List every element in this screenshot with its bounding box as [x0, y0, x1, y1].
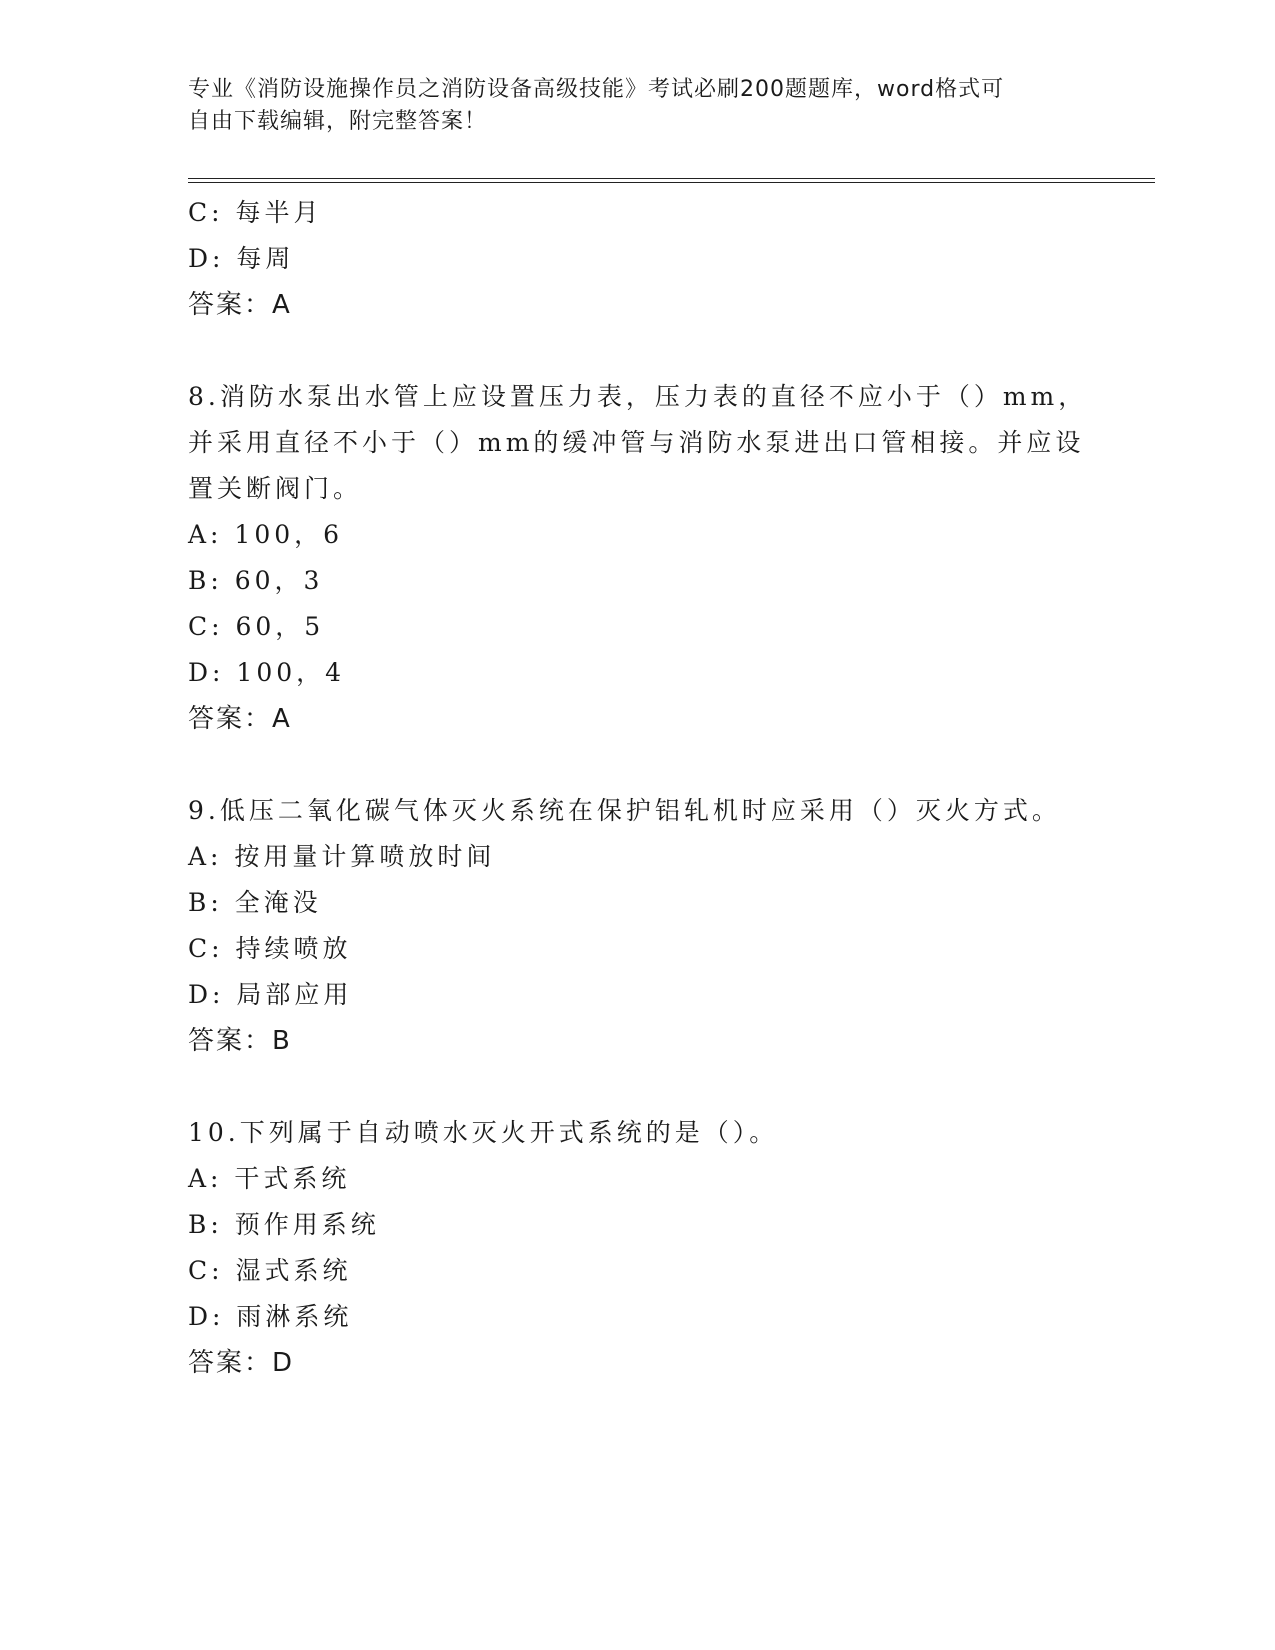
question-10 — [188, 1110, 1088, 1386]
header-line-2: 自由下载编辑，附完整答案！ — [188, 109, 488, 134]
option-c: C: 湿式系统 — [188, 1256, 352, 1285]
answer-line: 答案：B — [188, 1026, 292, 1056]
option-a: A: 按用量计算喷放时间 — [188, 842, 496, 871]
header-line-1: 专业《消防设施操作员之消防设备高级技能》考试必刷200题题库，word格式可 — [188, 77, 1005, 102]
option-d: D: 100，4 — [188, 658, 346, 687]
option-c: C: 持续喷放 — [188, 934, 352, 963]
option-a: A: 干式系统 — [188, 1164, 351, 1193]
option-d: D: 雨淋系统 — [188, 1302, 353, 1331]
option-c: C: 每半月 — [188, 198, 323, 227]
option-d: D: 局部应用 — [188, 980, 353, 1009]
question-text-line: 10.下列属于自动喷水灭火开式系统的是（）。 — [188, 1118, 779, 1147]
option-d: D: 每周 — [188, 244, 295, 273]
option-b: B: 60，3 — [188, 566, 324, 595]
question-text-line: 并采用直径不小于（）mm的缓冲管与消防水泵进出口管相接。并应设 — [188, 428, 1085, 457]
question-text-line: 8.消防水泵出水管上应设置压力表，压力表的直径不应小于（）mm， — [188, 382, 1088, 411]
option-c: C: 60，5 — [188, 612, 325, 641]
answer-line: 答案：D — [188, 1348, 295, 1378]
question-text-line: 置关断阀门。 — [188, 474, 363, 503]
question-list — [188, 190, 1088, 1386]
header-divider — [188, 178, 1155, 183]
option-b: B: 预作用系统 — [188, 1210, 380, 1239]
document-header — [188, 74, 1068, 138]
option-b: B: 全淹没 — [188, 888, 322, 917]
spacer — [188, 328, 1088, 374]
spacer — [188, 1064, 1088, 1110]
question-text-line: 9.低压二氧化碳气体灭火系统在保护铝轧机时应采用（）灭火方式。 — [188, 796, 1061, 825]
option-a: A: 100，6 — [188, 520, 344, 549]
question-9 — [188, 788, 1088, 1064]
spacer — [188, 742, 1088, 788]
question-8 — [188, 374, 1088, 742]
answer-line: 答案：A — [188, 704, 292, 734]
previous-question-tail — [188, 190, 1088, 328]
answer-line: 答案：A — [188, 290, 292, 320]
